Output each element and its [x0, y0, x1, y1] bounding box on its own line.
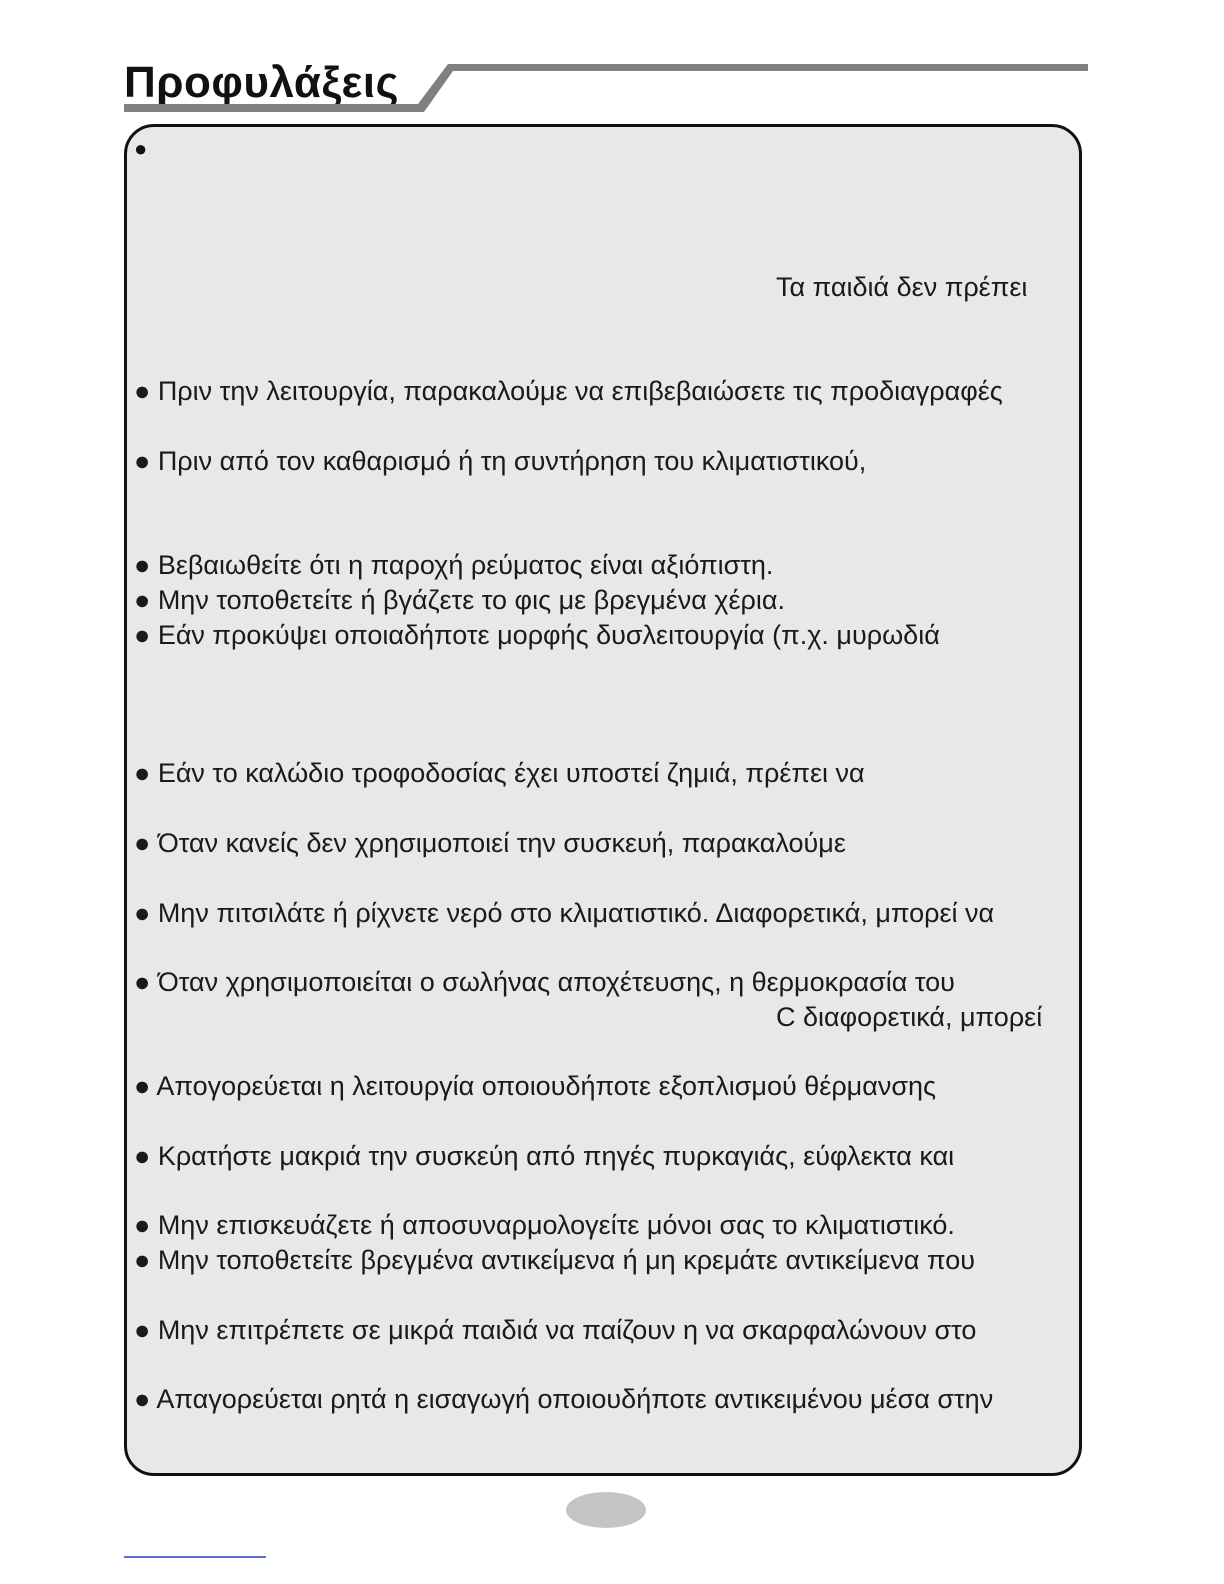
- list-item: ● Όταν κανείς δεν χρησιμοποιεί την συσκευή, παρακαλούμε: [134, 828, 846, 858]
- bullet-icon: ●: [134, 550, 158, 580]
- bullet-icon: ●: [134, 1141, 158, 1171]
- first-bullet-continuation: Τα παιδιά δεν πρέπει: [776, 272, 1028, 302]
- bullet-icon: ●: [134, 898, 158, 928]
- list-item: ● Μην τοποθετείτε βρεγμένα αντικείμενα ή μη κρεμάτε αντικείμενα που: [134, 1245, 975, 1275]
- bullet-icon: ●: [134, 1210, 158, 1240]
- bullet-icon: ●: [134, 1315, 158, 1345]
- page-title: Προφυλάξεις: [124, 58, 400, 107]
- bullet-icon: ●: [134, 1384, 157, 1414]
- header-rule: [0, 0, 1224, 120]
- list-item: ● Απογορεύεται η λειτουργία οποιουδήποτε εξοπλισμού θέρμανσης: [134, 1071, 937, 1101]
- list-item: ● Μην τοποθετείτε ή βγάζετε το φις με βρεγμένα χέρια.: [134, 585, 785, 615]
- bullet-icon: ●: [134, 828, 158, 858]
- list-item: ● Βεβαιωθείτε ότι η παροχή ρεύματος είναι αξιόπιστη.: [134, 550, 774, 580]
- bullet-icon: ●: [134, 585, 158, 615]
- bullet-icon: ●: [134, 1071, 157, 1101]
- list-item: ● Πριν από τον καθαρισμό ή τη συντήρηση του κλιματιστικού,: [134, 446, 867, 476]
- list-item: ● Εάν προκύψει οποιαδήποτε μορφής δυσλειτουργία (π.χ. μυρωδιά: [134, 620, 940, 650]
- list-item: ● Κρατήστε μακριά την συσκεύη από πηγές πυρκαγιάς, εύφλεκτα και: [134, 1141, 955, 1171]
- bullet-icon: ●: [134, 620, 158, 650]
- bullet-icon: ●: [134, 136, 148, 161]
- list-item: ● Απαγορεύεται ρητά η εισαγωγή οποιουδήποτε αντικειμένου μέσα στην: [134, 1384, 994, 1414]
- drain-continuation: C διαφορετικά, μπορεί: [776, 1002, 1043, 1032]
- list-item: ● Όταν χρησιμοποιείται ο σωλήνας αποχέτευσης, η θερμοκρασία του: [134, 967, 955, 997]
- bullet-icon: ●: [134, 967, 158, 997]
- bullet-icon: ●: [134, 376, 158, 406]
- page-number-badge: [566, 1492, 646, 1528]
- bullet-icon: ●: [134, 446, 158, 476]
- list-item: ● Μην πιτσιλάτε ή ρίχνετε νερό στο κλιματιστικό. Διαφορετικά, μπορεί να: [134, 898, 995, 928]
- list-item: ● Πριν την λειτουργία, παρακαλούμε να επιβεβαιώσετε τις προδιαγραφές: [134, 376, 1003, 406]
- bullet-icon: ●: [134, 758, 158, 788]
- footer-link-underline[interactable]: [124, 1556, 266, 1558]
- list-item: ● Μην επισκευάζετε ή αποσυναρμολογείτε μόνοι σας το κλιματιστικό.: [134, 1210, 955, 1240]
- list-item: ● Μην επιτρέπετε σε μικρά παιδιά να παίζουν η να σκαρφαλώνουν στο: [134, 1315, 977, 1345]
- bullet-icon: ●: [134, 1245, 158, 1275]
- list-item: ● Εάν το καλώδιο τροφοδοσίας έχει υποστεί ζημιά, πρέπει να: [134, 758, 865, 788]
